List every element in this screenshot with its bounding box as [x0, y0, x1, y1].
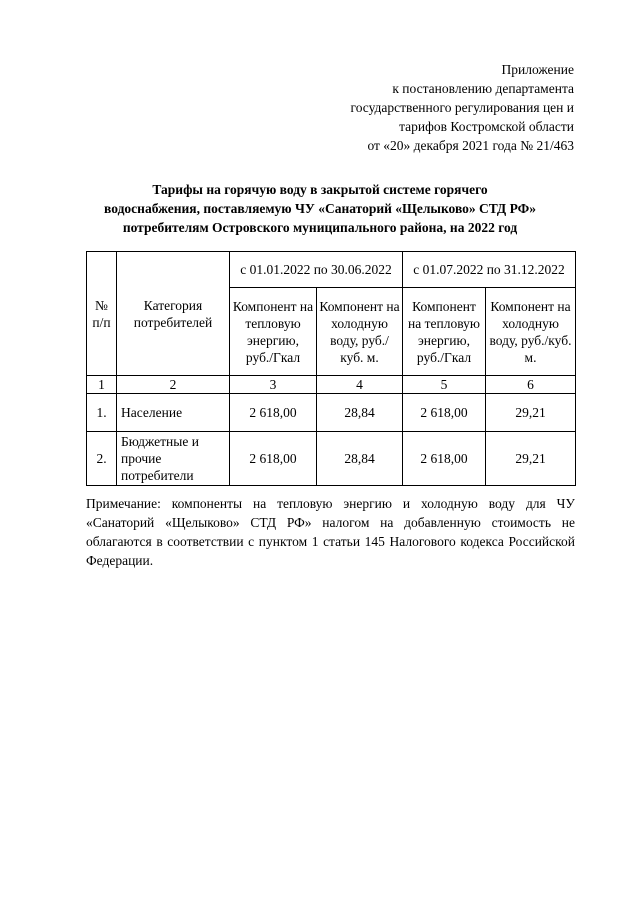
- document-title: [70, 180, 570, 237]
- header-line-4: тарифов Костромской области: [399, 119, 574, 134]
- row-water-2: 29,21: [486, 432, 576, 486]
- index-cell: 5: [403, 376, 486, 394]
- index-cell: 3: [230, 376, 317, 394]
- appendix-header: [351, 60, 574, 155]
- title-line-1: Тарифы на горячую воду в закрытой системе горячего: [152, 182, 488, 197]
- header-line-5: от «20» декабря 2021 года № 21/463: [367, 138, 574, 153]
- row-heat-2: 2 618,00: [403, 394, 486, 432]
- row-water-1: 28,84: [317, 432, 403, 486]
- row-category: Бюджетные и прочие потребители: [117, 432, 230, 486]
- title-line-3: потребителям Островского муниципального района, на 2022 год: [122, 220, 518, 235]
- header-period-2: с 01.07.2022 по 31.12.2022: [403, 252, 576, 288]
- header-water-component-1: Компонент на холодную воду, руб./куб. м.: [317, 288, 403, 376]
- row-heat-1: 2 618,00: [230, 432, 317, 486]
- header-line-2: к постановлению департамента: [392, 81, 574, 96]
- index-row: [87, 376, 576, 394]
- row-heat-2: 2 618,00: [403, 432, 486, 486]
- header-line-3: государственного регулирования цен и: [350, 100, 574, 115]
- index-cell: 1: [87, 376, 117, 394]
- header-period-1: с 01.01.2022 по 30.06.2022: [230, 252, 403, 288]
- index-cell: 6: [486, 376, 576, 394]
- header-line-1: Приложение: [501, 62, 574, 77]
- table-row: [87, 432, 576, 486]
- header-num: № п/п: [87, 252, 117, 376]
- tariff-table: [86, 251, 576, 486]
- index-cell: 2: [117, 376, 230, 394]
- row-num: 1.: [87, 394, 117, 432]
- header-heat-component-2: Компонент на тепловую энергию, руб./Гкал: [403, 288, 486, 376]
- table-row: [87, 394, 576, 432]
- row-water-1: 28,84: [317, 394, 403, 432]
- row-heat-1: 2 618,00: [230, 394, 317, 432]
- row-category: Население: [117, 394, 230, 432]
- footnote: Примечание: компоненты на тепловую энергию и холодную воду для ЧУ «Санаторий «Щелыково» СТД РФ» налогом на добавленную стоимость не облагаются в соответствии с пунктом 1 статьи 145 Налогового кодекса Российской Федерации.: [86, 496, 575, 568]
- row-water-2: 29,21: [486, 394, 576, 432]
- title-line-2: водоснабжения, поставляемую ЧУ «Санаторий «Щелыково» СТД РФ»: [104, 201, 536, 216]
- index-cell: 4: [317, 376, 403, 394]
- header-heat-component-1: Компонент на тепловую энергию, руб./Гкал: [230, 288, 317, 376]
- header-category: Категория потребителей: [117, 252, 230, 376]
- row-num: 2.: [87, 432, 117, 486]
- header-water-component-2: Компонент на холодную воду, руб./куб. м.: [486, 288, 576, 376]
